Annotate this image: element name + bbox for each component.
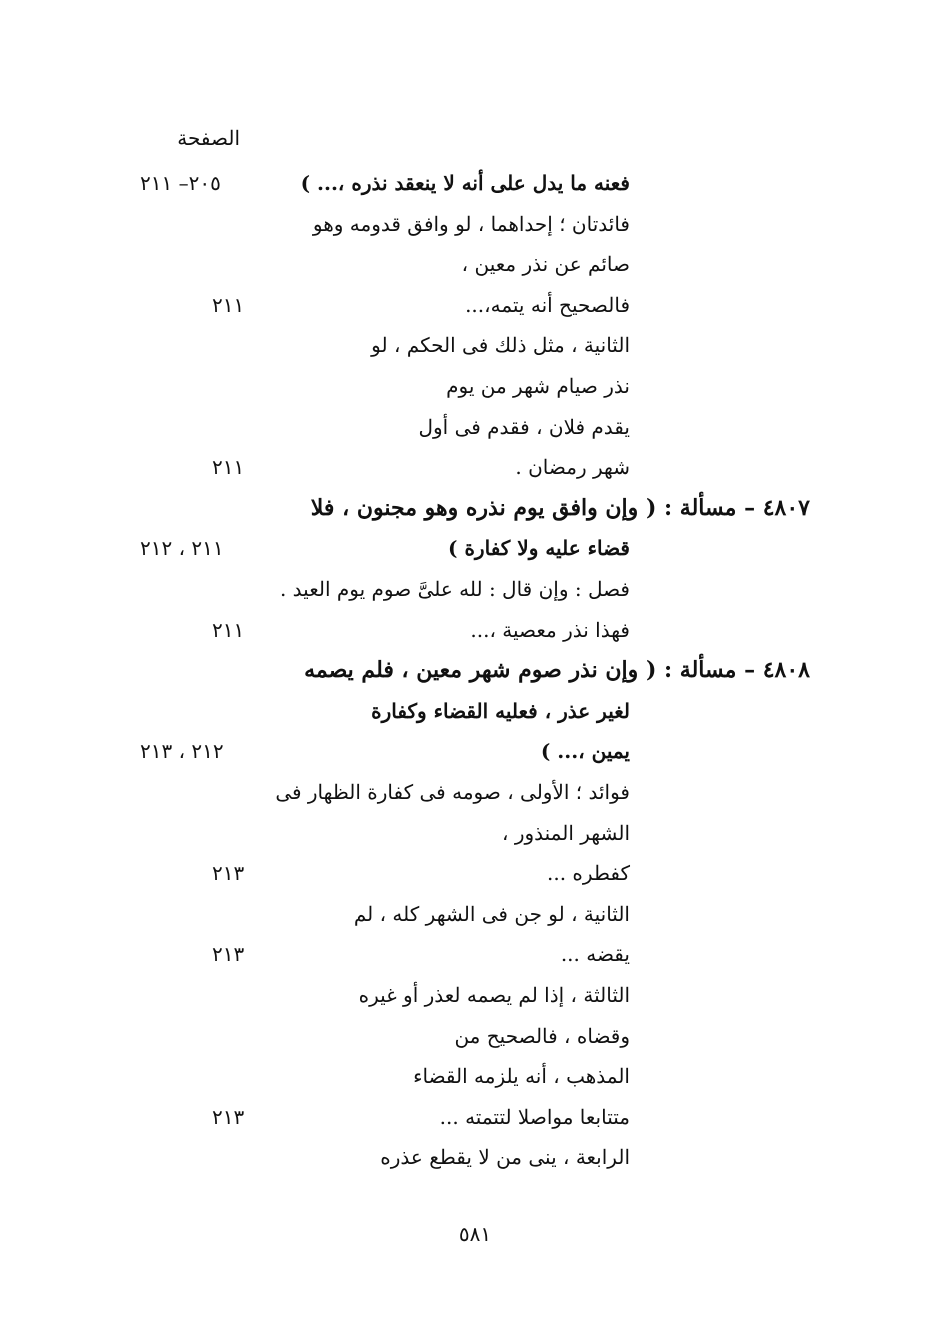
entry-text: فائدتان ؛ إحداهما ، لو وافق قدومه وهو xyxy=(312,212,630,236)
page-reference: ٢١٢ ، ٢١٣ xyxy=(140,739,224,763)
entry-text: شهر رمضان . xyxy=(515,455,630,479)
entry-text: فهذا نذر معصية ،... xyxy=(470,618,630,642)
page-column-header: الصفحة xyxy=(177,126,240,150)
entry-text: صائم عن نذر معين ، xyxy=(461,252,630,276)
entry-text: ٤٨٠٨ – مسألة : ( وإن نذر صوم شهر معين ، فلم يصمه xyxy=(304,657,810,683)
index-line xyxy=(0,366,950,406)
page-reference: ٢١١ xyxy=(212,455,245,479)
entry-text: ٤٨٠٧ – مسألة : ( وإن وافق يوم نذره وهو مجنون ، فلا xyxy=(310,495,810,521)
entry-text: الرابعة ، ينى من لا يقطع عذره xyxy=(380,1145,630,1169)
index-line xyxy=(0,731,950,771)
entry-text: وقضاه ، فالصحيح من xyxy=(454,1024,630,1048)
entry-text: الثانية ، مثل ذلك فى الحكم ، لو xyxy=(371,333,630,357)
page-reference: ٢١٣ xyxy=(212,942,245,966)
entry-text: كفطره ... xyxy=(547,861,630,885)
entry-text: متتابعا مواصلا لتتمته ... xyxy=(439,1105,630,1129)
index-line xyxy=(0,1016,950,1056)
index-line xyxy=(0,528,950,568)
page-reference: ٢٠٥– ٢١١ xyxy=(140,171,221,195)
index-line xyxy=(0,650,950,690)
entry-text: الثالثة ، إذا لم يصمه لعذر أو غيره xyxy=(358,983,630,1007)
index-line xyxy=(0,975,950,1015)
index-line xyxy=(0,894,950,934)
index-line xyxy=(0,204,950,244)
entry-text: فالصحيح أنه يتمه،... xyxy=(465,293,630,317)
entry-text: نذر صيام شهر من يوم xyxy=(446,374,630,398)
index-line xyxy=(0,488,950,528)
index-line xyxy=(0,1056,950,1096)
entry-text: فصل : وإن قال : لله علىَّ صوم يوم العيد . xyxy=(279,577,630,601)
index-line xyxy=(0,691,950,731)
entry-text: لغير عذر ، فعليه القضاء وكفارة xyxy=(371,699,630,723)
index-line xyxy=(0,853,950,893)
index-line xyxy=(0,813,950,853)
entry-text: يقدم فلان ، فقدم فى أول xyxy=(418,415,630,439)
entry-text: المذهب ، أنه يلزمه القضاء xyxy=(413,1064,630,1088)
index-line xyxy=(0,325,950,365)
entry-text: فعنه ما يدل على أنه لا ينعقد نذره ،... ) xyxy=(300,171,630,195)
entry-text: يمين ،... ) xyxy=(540,739,630,763)
page-reference: ٢١٣ xyxy=(212,861,245,885)
index-line xyxy=(0,447,950,487)
page-reference: ٢١١ xyxy=(212,618,245,642)
index-line xyxy=(0,244,950,284)
page-number: ٥٨١ xyxy=(458,1222,492,1246)
page-reference: ٢١١ xyxy=(212,293,245,317)
entry-text: قضاء عليه ولا كفارة ) xyxy=(448,536,630,560)
entry-text: الثانية ، لو جن فى الشهر كله ، لم xyxy=(353,902,630,926)
index-line xyxy=(0,934,950,974)
index-line xyxy=(0,163,950,203)
index-line xyxy=(0,1097,950,1137)
index-line xyxy=(0,407,950,447)
index-line xyxy=(0,772,950,812)
entry-text: الشهر المنذور ، xyxy=(502,821,630,845)
index-line xyxy=(0,285,950,325)
index-line xyxy=(0,1137,950,1177)
page-reference: ٢١٣ xyxy=(212,1105,245,1129)
entry-text: يقضه ... xyxy=(560,942,630,966)
index-line xyxy=(0,569,950,609)
page-reference: ٢١١ ، ٢١٢ xyxy=(140,536,224,560)
index-line xyxy=(0,610,950,650)
entry-text: فوائد ؛ الأولى ، صومه فى كفارة الظهار فى xyxy=(275,780,630,804)
